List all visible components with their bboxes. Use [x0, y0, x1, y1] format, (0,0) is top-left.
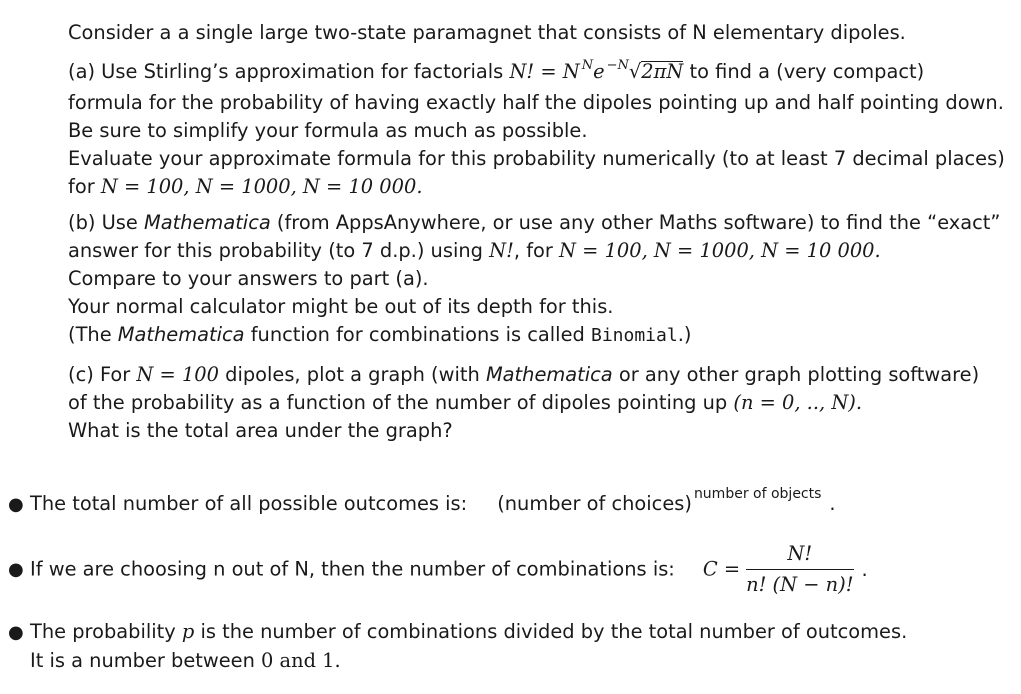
part-b — [68, 209, 1001, 350]
bullet1-base: (number of choices) — [497, 492, 692, 515]
mathematica-name-2: Mathematica — [117, 323, 245, 346]
fraction-denominator: n! (N − n)! — [746, 573, 854, 596]
part-a-line5 — [68, 173, 988, 201]
bullet3-post: is the number of combinations divided by the total number of outcomes. — [194, 620, 908, 643]
part-b-line4: Your normal calculator might be out of its depth for this. — [68, 295, 614, 318]
part-b-line5-pre: (The — [68, 323, 118, 346]
part-b-line1-pre: (b) Use — [68, 211, 144, 234]
part-c-line1-mid: dipoles, plot a graph (with — [218, 363, 486, 386]
bullet-total-outcomes — [8, 486, 836, 520]
factorial-math: N! — [489, 239, 514, 262]
part-c — [68, 361, 988, 445]
stirling-esup: −N — [606, 58, 629, 73]
bullet-dot-icon: ● — [8, 494, 24, 515]
part-b-line1 — [68, 209, 1001, 237]
part-a — [68, 58, 1005, 201]
bullet3-line2 — [8, 647, 907, 675]
fraction-numerator: N! — [746, 541, 853, 570]
part-b-values: N = 100, N = 1000, N = 10 000. — [559, 239, 881, 262]
combination-fraction — [746, 541, 853, 598]
probability-symbol: p — [181, 620, 195, 643]
part-b-line5-post: .) — [677, 323, 692, 346]
part-c-line2-pre: of the probability as a function of the number of dipoles pointing up — [68, 391, 734, 414]
part-b-line1-post: (from AppsAnywhere, or use any other Maths software) to find the “exact” — [270, 211, 1001, 234]
part-b-line2 — [68, 237, 988, 265]
part-b-line2-mid: , for — [513, 239, 560, 262]
part-c-line1 — [68, 361, 988, 389]
bullet-combinations — [8, 541, 868, 598]
probability-range: 0 and 1. — [261, 649, 341, 672]
part-b-line5-mid: function for combinations is called — [244, 323, 591, 346]
mathematica-name-3: Mathematica — [485, 363, 613, 386]
part-a-values: N = 100, N = 1000, N = 10 000. — [100, 175, 423, 198]
intro-text: Consider a a single large two-state paramagnet that consists of N elementary dipoles. — [68, 21, 906, 44]
bullet-probability — [8, 618, 907, 675]
part-a-line1-pre: (a) Use Stirling’s approximation for factorials — [68, 60, 510, 83]
part-a-line1-post: to find a (very compact) — [683, 60, 925, 83]
bullet-dot-icon: ● — [8, 558, 24, 580]
part-a-line4: Evaluate your approximate formula for this probability numerically (to at least 7 decimal places) — [68, 147, 1005, 170]
stirling-e: e — [593, 60, 605, 83]
part-a-line3: Be sure to simplify your formula as much as possible. — [68, 119, 588, 142]
bullet1-exponent: number of objects — [693, 486, 822, 502]
part-a-line5-pre: for — [68, 175, 101, 198]
part-b-line2-pre: answer for this probability (to 7 d.p.) using — [68, 239, 490, 262]
mathematica-name: Mathematica — [144, 211, 271, 234]
stirling-sup: N — [581, 58, 594, 73]
part-c-n-value: N = 100 — [136, 363, 219, 386]
part-c-line1-post: or any other graph plotting software) — [612, 363, 980, 386]
intro-paragraph — [68, 19, 988, 47]
bullet3-line1 — [8, 618, 907, 647]
part-b-line5 — [68, 321, 988, 350]
bullet1-end: . — [829, 492, 836, 515]
part-b-line3: Compare to your answers to part (a). — [68, 267, 429, 290]
bullet2-text: If we are choosing n out of N, then the number of combinations is: — [30, 557, 675, 581]
part-a-line2: formula for the probability of having exactly half the dipoles pointing up and half pointing down. — [68, 91, 1004, 114]
sqrt-symbol: √ — [628, 60, 642, 83]
part-c-line3: What is the total area under the graph? — [68, 419, 453, 442]
stirling-lhs: N! = N — [509, 60, 580, 83]
bullet2-end: . — [861, 557, 868, 581]
bullet3-line2-pre: It is a number between — [30, 649, 262, 672]
binomial-code: Binomial — [590, 325, 678, 346]
part-a-line1 — [68, 58, 988, 89]
part-c-range: (n = 0, .., N). — [733, 391, 863, 414]
bullet1-text: The total number of all possible outcomes is: — [30, 492, 468, 515]
bullet2-lhs: C = — [702, 557, 741, 581]
bullet3-pre: The probability — [30, 620, 182, 643]
part-c-line2 — [68, 389, 988, 417]
bullet-dot-icon: ● — [8, 622, 24, 643]
stirling-sqrt: 2πN — [641, 60, 684, 83]
part-c-line1-pre: (c) For — [68, 363, 137, 386]
